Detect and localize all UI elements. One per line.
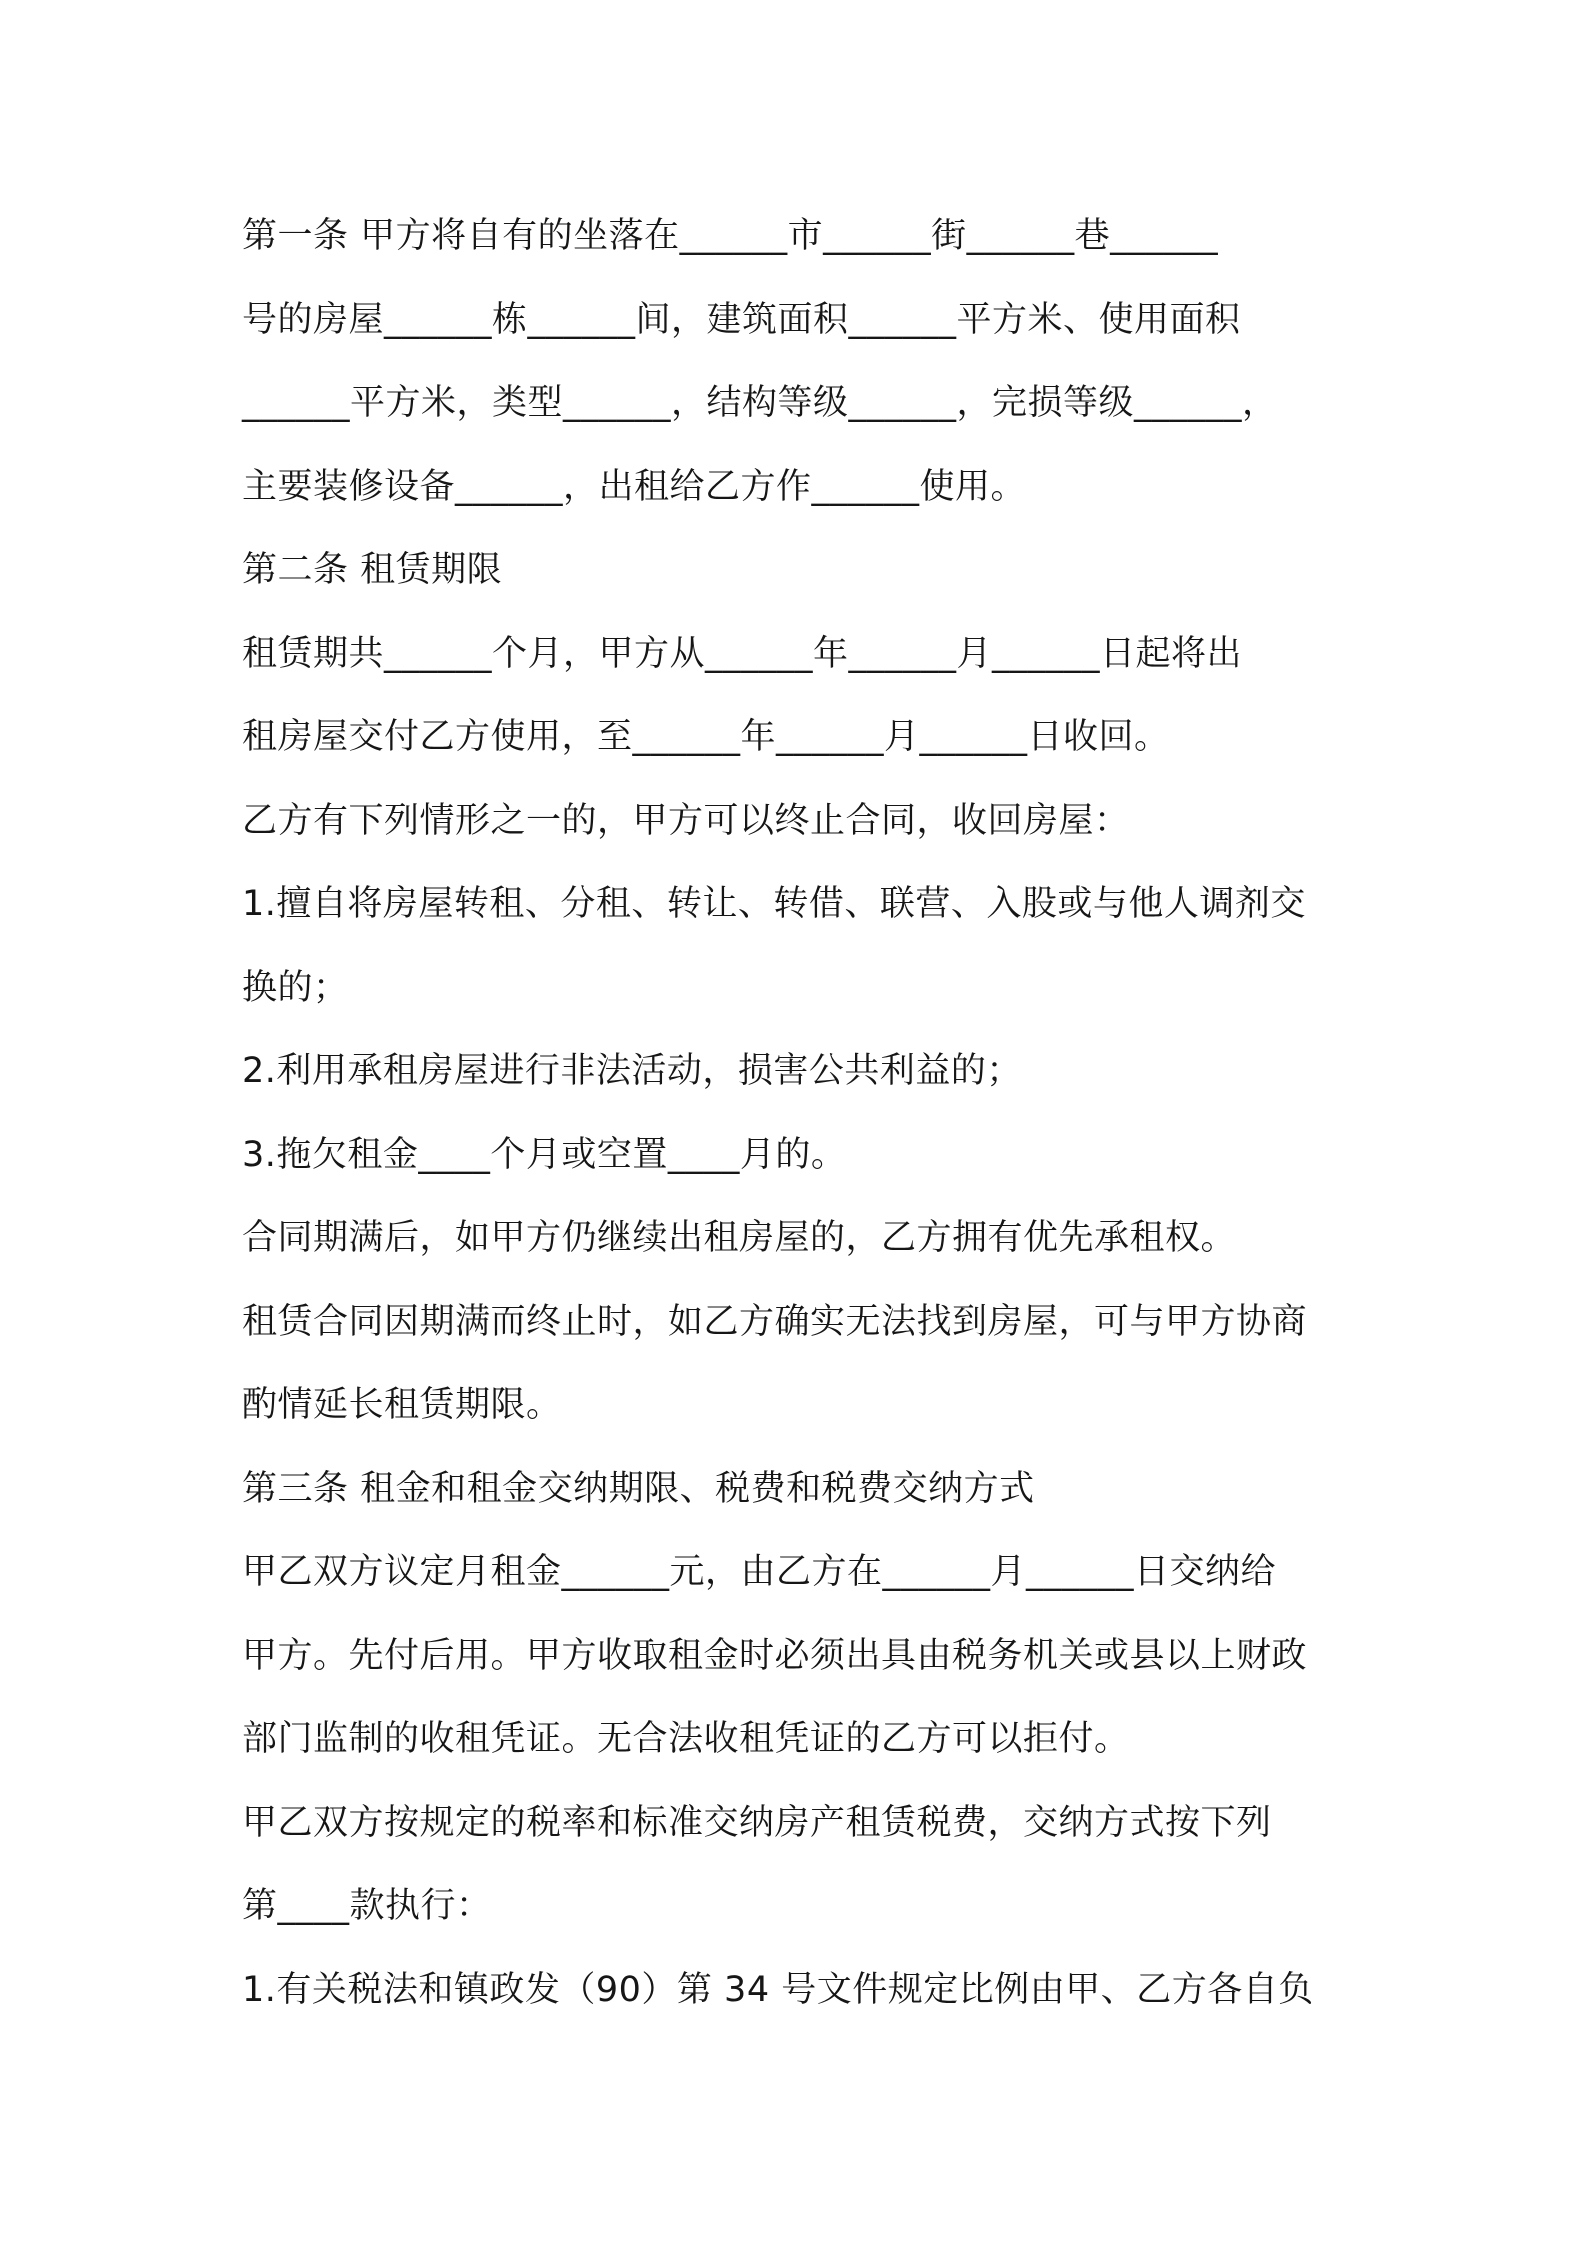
- article-2-heading: 第二条 租赁期限: [242, 550, 503, 590]
- document-body: [242, 195, 1362, 2032]
- termination-item-1-line-1: 1.擅自将房屋转租、分租、转让、转借、联营、入股或与他人调剂交: [242, 884, 1306, 924]
- termination-item-3: 3.拖欠租金____个月或空置____月的。: [242, 1134, 847, 1175]
- rent-line-2: 甲方。先付后用。甲方收取租金时必须出具由税务机关或县以上财政: [242, 1635, 1308, 1676]
- termination-item-2: 2.利用承租房屋进行非法活动，损害公共利益的；: [242, 1051, 1022, 1091]
- rent-line-1: 甲乙双方议定月租金______元，由乙方在______月______日交纳给: [242, 1552, 1277, 1592]
- article-3-heading: 第三条 租金和租金交纳期限、税费和税费交纳方式: [242, 1468, 1035, 1509]
- tax-item-1: 1.有关税法和镇政发（90）第 34 号文件规定比例由甲、乙方各自负: [242, 1969, 1314, 2010]
- article-1-line-2: 号的房屋______栋______间，建筑面积______平方米、使用面积: [242, 299, 1241, 340]
- extension-line-1: 租赁合同因期满而终止时，如乙方确实无法找到房屋，可与甲方协商: [242, 1301, 1308, 1342]
- rent-line-3: 部门监制的收租凭证。无合法收租凭证的乙方可以拒付。: [242, 1719, 1130, 1759]
- article-2-line-1: 租赁期共______个月，甲方从______年______月______日起将出: [242, 633, 1243, 674]
- renewal-priority: 合同期满后，如甲方仍继续出租房屋的，乙方拥有优先承租权。: [242, 1218, 1237, 1258]
- tax-line-1: 甲乙双方按规定的税率和标准交纳房产租赁税费，交纳方式按下列: [242, 1802, 1272, 1843]
- article-1-line-1: 第一条 甲方将自有的坐落在______市______街______巷______: [242, 216, 1219, 256]
- article-1-line-3: ______平方米，类型______，结构等级______，完损等级______，: [242, 383, 1278, 423]
- termination-item-1-line-2: 换的；: [242, 967, 349, 1008]
- extension-line-2: 酌情延长租赁期限。: [242, 1385, 562, 1425]
- tax-line-2: 第____款执行：: [242, 1886, 492, 1926]
- article-2-line-2: 租房屋交付乙方使用，至______年______月______日收回。: [242, 717, 1170, 757]
- termination-intro: 乙方有下列情形之一的，甲方可以终止合同，收回房屋：: [242, 800, 1130, 841]
- article-1-line-4: 主要装修设备______，出租给乙方作______使用。: [242, 466, 1027, 507]
